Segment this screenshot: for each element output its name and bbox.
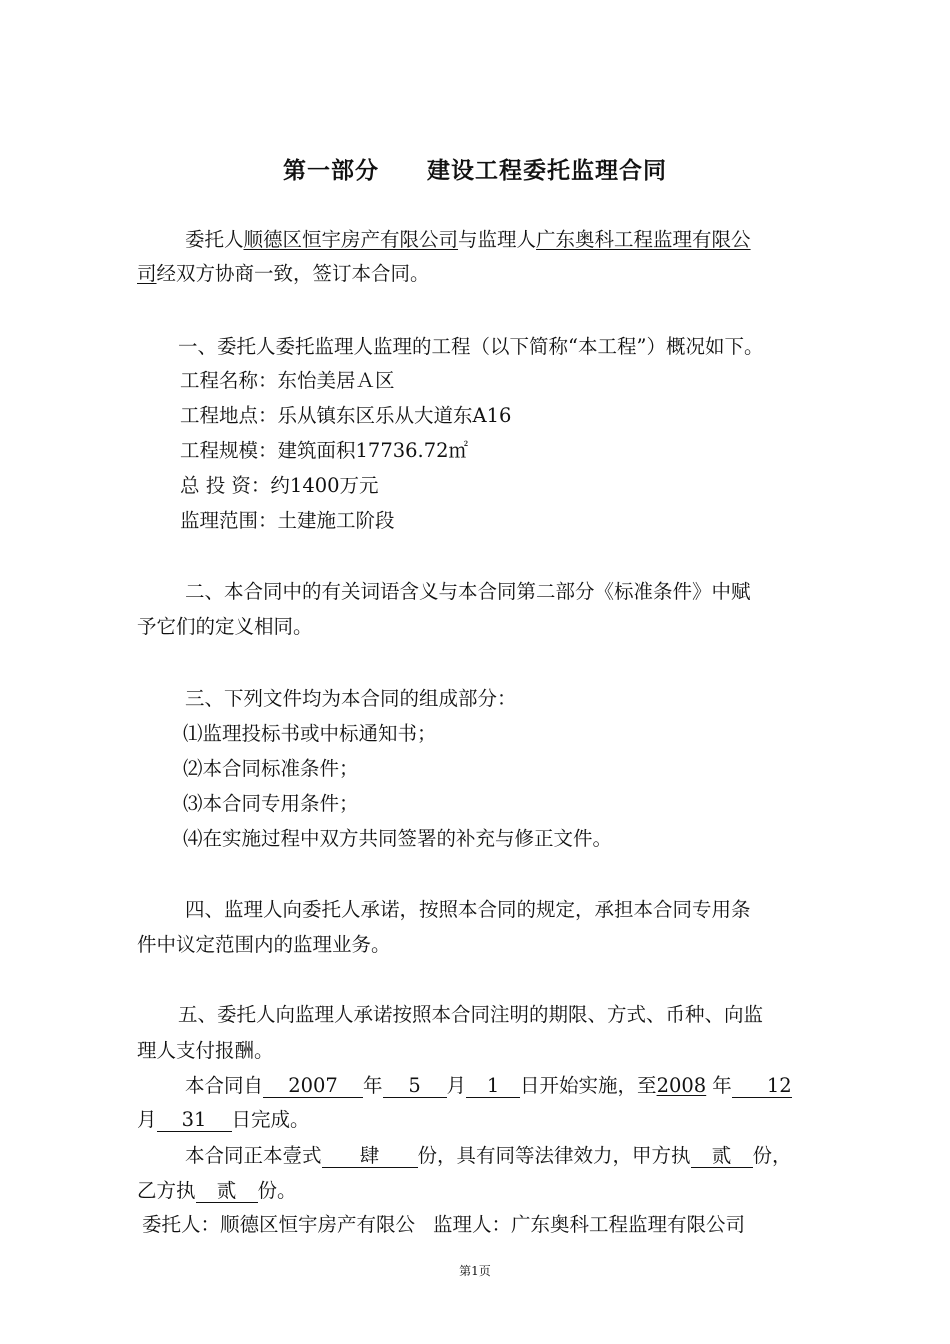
party-b-copies: 贰 — [196, 1180, 258, 1203]
list-item: ⑶本合同专用条件； — [183, 792, 359, 815]
section2-line-1: 二、本合同中的有关词语含义与本合同第二部分《标准条件》中赋 — [185, 580, 751, 603]
section5-line-2: 理人支付报酬。 — [137, 1039, 274, 1062]
total-copies: 肆 — [322, 1145, 418, 1168]
term-line-1: 本合同自 2007 年 5 月 1 日开始实施，至2008 年 12 — [185, 1074, 792, 1097]
title-part: 第一部分 — [283, 158, 379, 184]
term-line-2: 月 31 日完成。 — [137, 1108, 310, 1131]
end-day: 31 — [157, 1109, 232, 1132]
signature-line — [142, 1211, 842, 1239]
section2-line-2: 予它们的定义相同。 — [137, 615, 313, 638]
intro-line-1: 委托人顺德区恒宇房产有限公司与监理人广东奥科工程监理有限公 — [185, 228, 751, 251]
field-project-name: 工程名称：东怡美居Ａ区 — [180, 369, 395, 392]
section4-line-1: 四、监理人向委托人承诺，按照本合同的规定，承担本合同专用条 — [185, 898, 751, 921]
supervisor-signature-label: 监理人：广东奥科工程监理有限公司 — [433, 1213, 746, 1236]
title-name: 建设工程委托监理合同 — [427, 158, 667, 184]
end-month: 12 — [732, 1075, 792, 1098]
supervisor-name: 广东奥科工程监理有限公 — [536, 228, 751, 251]
field-project-location: 工程地点：乐从镇东区乐从大道东A16 — [180, 404, 512, 427]
field-total-investment: 总 投 资：约1400万元 — [180, 474, 379, 497]
start-month: 5 — [383, 1075, 447, 1098]
intro-line-2: 司经双方协商一致，签订本合同。 — [137, 262, 430, 285]
end-year: 2008 — [656, 1074, 707, 1097]
start-day: 1 — [466, 1075, 520, 1098]
start-year: 2007 — [263, 1075, 363, 1098]
list-item: ⑴监理投标书或中标通知书； — [183, 722, 437, 745]
section5-line-1: 五、委托人向监理人承诺按照本合同注明的期限、方式、币种、向监 — [178, 1003, 764, 1026]
page-title — [0, 152, 950, 185]
page-number: 第1页 — [459, 1264, 491, 1278]
section3-heading: 三、下列文件均为本合同的组成部分： — [185, 687, 517, 710]
copies-line-2: 乙方执 贰 份。 — [137, 1179, 297, 1202]
copies-line-1: 本合同正本壹式 肆 份，具有同等法律效力，甲方执 贰 份， — [185, 1144, 792, 1167]
field-supervision-scope: 监理范围：土建施工阶段 — [180, 509, 395, 532]
list-item: ⑵本合同标准条件； — [183, 757, 359, 780]
party-a-copies: 贰 — [691, 1145, 753, 1168]
section1-heading: 一、委托人委托监理人监理的工程（以下简称“本工程”）概况如下。 — [178, 335, 764, 358]
client-name: 顺德区恒宇房产有限公司 — [243, 228, 459, 251]
field-project-scale: 工程规模：建筑面积17736.72㎡ — [180, 439, 469, 462]
list-item: ⑷在实施过程中双方共同签署的补充与修正文件。 — [183, 827, 613, 850]
section4-line-2: 件中议定范围内的监理业务。 — [137, 933, 391, 956]
client-signature-label: 委托人：顺德区恒宇房产有限公 — [142, 1213, 416, 1236]
